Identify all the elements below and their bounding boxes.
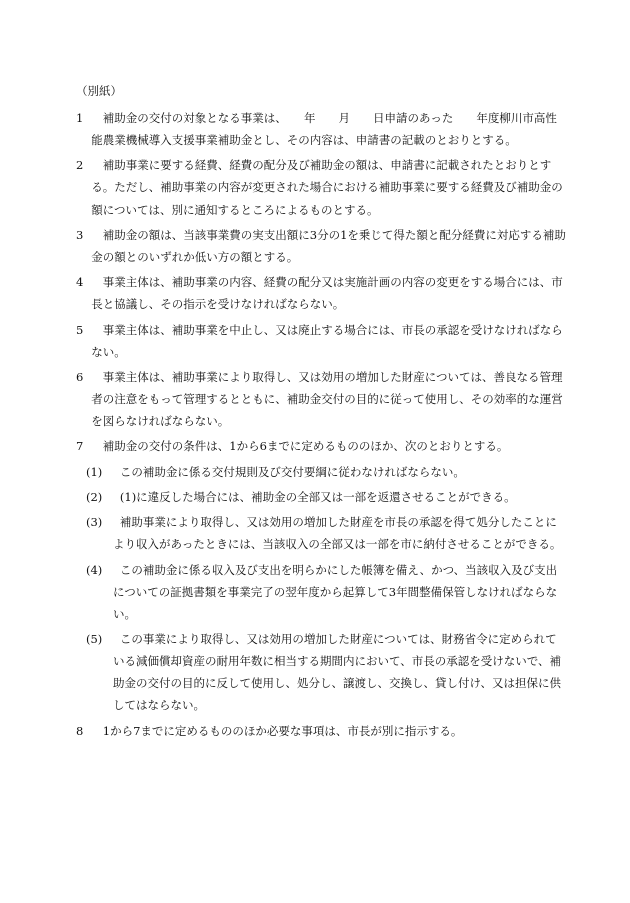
item-number: 1 xyxy=(76,111,84,125)
list-item xyxy=(76,224,566,268)
item-number: 5 xyxy=(76,322,84,337)
item-number: 4 xyxy=(76,275,84,290)
sub-item-text: この補助金に係る交付規則及び交付要綱に従わなければならない。 xyxy=(119,464,465,479)
sub-item-text: この事業により取得し、又は効用の増加した財産については、財務省令に定められている減価償却資産の耐用年数に相当する期間内において、市長の承認を受けないで、補助金の交付の目的に反して使用し、処分し、譲渡し、交換し、貸し付け、又は担保に供してはならない。 xyxy=(113,632,562,713)
list-item xyxy=(76,154,566,220)
sub-list-item xyxy=(86,511,566,555)
sub-list-item xyxy=(86,628,566,716)
sub-item-number: (3) xyxy=(86,515,103,530)
list-item xyxy=(76,107,566,151)
item-text: 1から7までに定めるもののほか必要な事項は、市長が別に指示する。 xyxy=(102,723,463,738)
list-item xyxy=(76,366,566,432)
item-text: 補助金の交付の対象となる事業は、 年 月 日申請のあった 年度柳川市高性能農業機械導入支援事業補助金とし、その内容は、申請書の記載のとおりとする。 xyxy=(91,111,557,148)
document-body xyxy=(76,107,566,745)
item-text: 補助金の交付の条件は、1から6までに定めるもののほか、次のとおりとする。 xyxy=(102,439,509,454)
item-number: 6 xyxy=(76,369,84,384)
item-text: 補助金の額は、当該事業費の実支出額に3分の1を乗じて得た額と配分経費に対応する補助金の額とのいずれか低い方の額とする。 xyxy=(91,227,566,264)
item-text: 事業主体は、補助事業の内容、経費の配分又は実施計画の内容の変更をする場合には、市長と協議し、その指示を受けなければならない。 xyxy=(91,275,563,312)
sub-list-item xyxy=(86,486,566,508)
list-item xyxy=(76,271,566,315)
sub-item-number: (1) xyxy=(86,464,103,479)
document-heading: （別紙） xyxy=(76,84,122,98)
item-number: 7 xyxy=(76,439,84,454)
item-text: 補助事業に要する経費、経費の配分及び補助金の額は、申請書に記載されたとおりとする。ただし、補助事業の内容が変更された場合における補助事業に要する経費及び補助金の額については、別に通知するところによるものとする。 xyxy=(91,158,563,217)
list-item xyxy=(76,720,566,742)
item-number: 8 xyxy=(76,723,84,738)
sub-list-item xyxy=(86,559,566,625)
sub-item-text: (1)に違反した場合には、補助金の全部又は一部を返還させることができる。 xyxy=(119,490,516,504)
sub-item-number: (2) xyxy=(86,490,103,504)
item-number: 3 xyxy=(76,227,84,242)
list-item xyxy=(76,435,566,457)
list-item xyxy=(76,319,566,363)
sub-item-number: (4) xyxy=(86,562,103,577)
sub-item-text: 補助事業により取得し、又は効用の増加した財産を市長の承認を得て処分したことにより収入があったときには、当該収入の全部又は一部を市に納付させることができる。 xyxy=(113,515,562,552)
sub-item-number: (5) xyxy=(86,632,103,647)
sub-list-item xyxy=(86,461,566,483)
sub-item-text: この補助金に係る収入及び支出を明らかにした帳簿を備え、かつ、当該収入及び支出についての証拠書類を事業完了の翌年度から起算して3年間整備保管しなければならない。 xyxy=(113,562,558,621)
item-text: 事業主体は、補助事業により取得し、又は効用の増加した財産については、善良なる管理者の注意をもって管理するとともに、補助金交付の目的に従って使用し、その効率的な運営を図らなければならない。 xyxy=(91,369,563,429)
item-number: 2 xyxy=(76,158,84,173)
item-text: 事業主体は、補助事業を中止し、又は廃止する場合には、市長の承認を受けなければならない。 xyxy=(91,322,563,359)
